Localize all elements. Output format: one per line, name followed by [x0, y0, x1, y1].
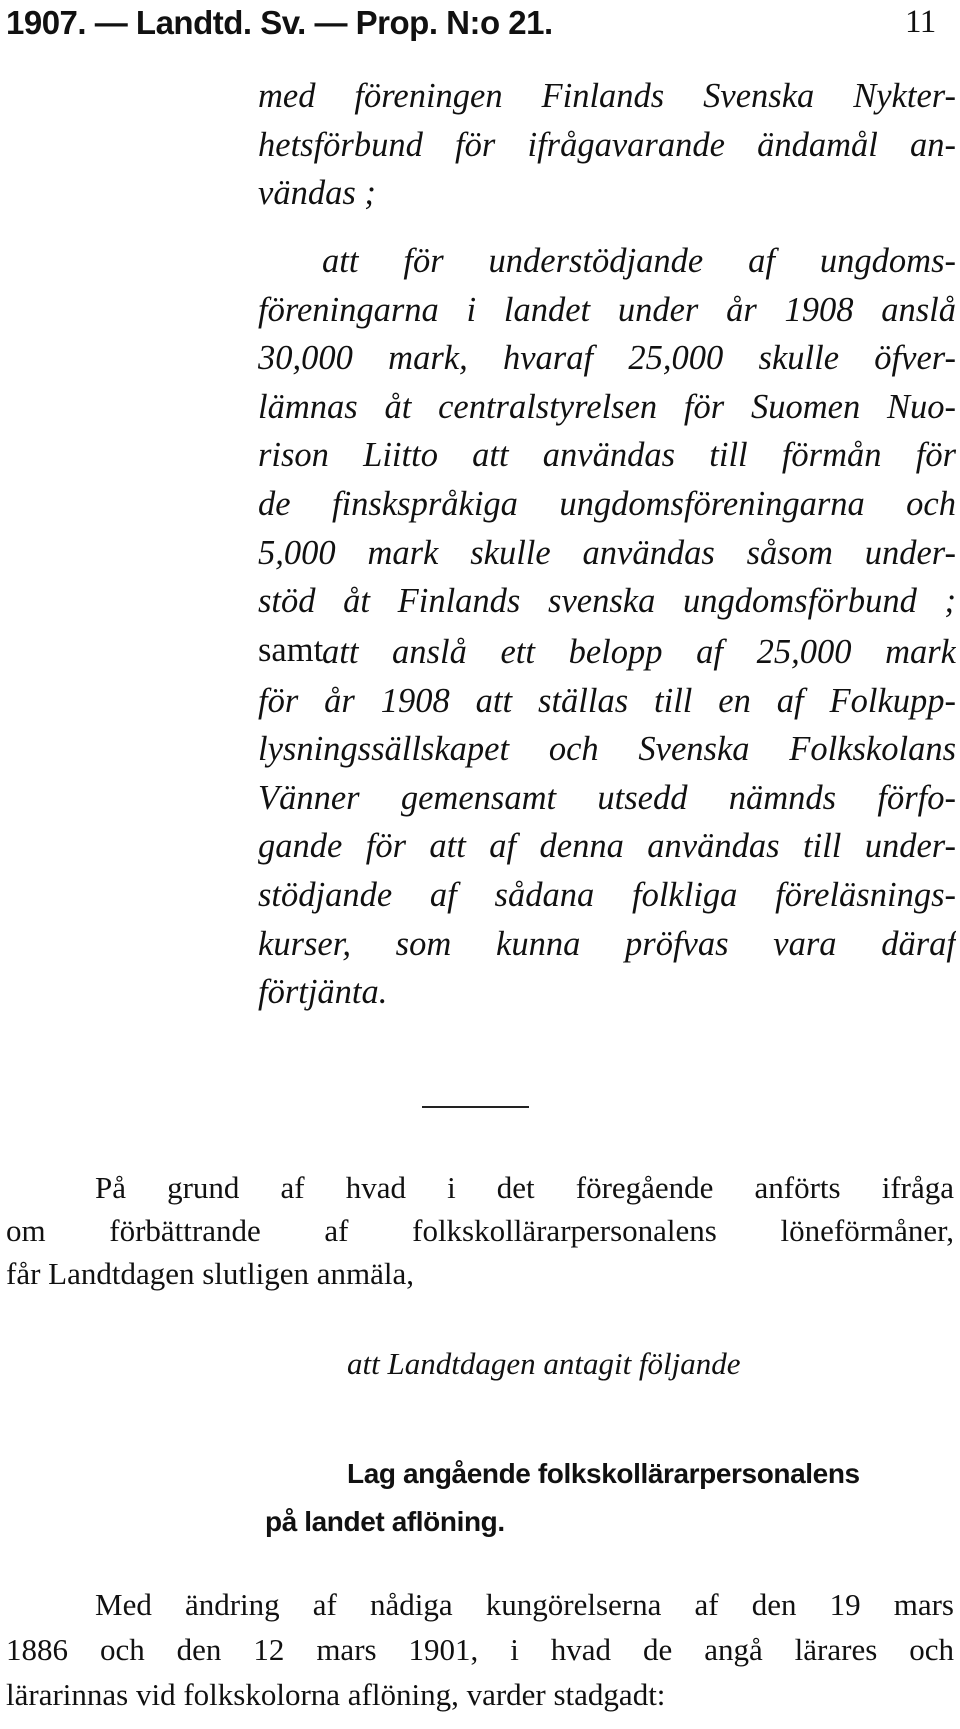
text-line: lysningssällskapet och Svenska Folkskolans — [258, 730, 956, 769]
text-line: för år 1908 att ställas till en af Folkupp- — [258, 681, 956, 720]
text-line: förtjänta. — [258, 973, 388, 1012]
page-number: 11 — [905, 4, 936, 40]
text-line: hetsförbund för ifrågavarande ändamål an- — [258, 125, 956, 164]
text-line: kurser, som kunna pröfvas vara däraf — [258, 924, 956, 963]
text-line: vändas ; — [258, 174, 376, 213]
body-paragraph — [6, 1166, 954, 1295]
law-title-line: på landet aflöning. — [265, 1506, 505, 1537]
text-line: att anslå ett belopp af 25,000 mark — [322, 633, 956, 671]
text-line: 1886 och den 12 mars 1901, i hvad de angå lärares och — [6, 1632, 954, 1667]
header-title: 1907. — Landtd. Sv. — Prop. N:o 21. — [6, 4, 553, 41]
text-line: får Landtdagen slutligen anmäla, — [6, 1256, 415, 1291]
law-title-line: Lag angående folkskollärarpersonalens — [347, 1458, 860, 1489]
text-line: På grund af hvad i det föregående anförts ifråga — [95, 1170, 954, 1205]
clause-block-3 — [258, 628, 956, 1017]
text-line: lämnas åt centralstyrelsen för Suomen Nuo- — [258, 387, 956, 426]
text-line: att för understödjande af ungdoms- — [322, 242, 956, 280]
text-line: om förbättrande af folkskollärarpersonalens löneförmåner, — [6, 1213, 954, 1248]
text-line: gande för att af denna användas till under- — [258, 827, 956, 866]
running-header — [0, 4, 960, 48]
text-line: Med ändring af nådiga kungörelserna af den 19 mars — [95, 1587, 954, 1622]
clause-block-1 — [258, 72, 956, 218]
final-paragraph — [6, 1582, 954, 1717]
text-line: samt — [258, 630, 324, 669]
text-line: föreningarna i landet under år 1908 anslå — [258, 290, 956, 329]
text-line: stöd åt Finlands svenska ungdomsförbund ; — [258, 582, 956, 621]
text-line: lärarinnas vid folkskolorna aflöning, varder stadgadt: — [6, 1677, 666, 1712]
text-line: Vänner gemensamt utsedd nämnds förfo- — [258, 778, 956, 817]
section-divider — [422, 1106, 529, 1108]
law-title — [265, 1450, 955, 1546]
text-line: de finskspråkiga ungdomsföreningarna och — [258, 484, 956, 523]
text-line: rison Liitto att användas till förmån för — [258, 436, 956, 475]
text-line: med föreningen Finlands Svenska Nykter- — [258, 77, 956, 115]
clause-block-2 — [258, 237, 956, 674]
declaration-line: att Landtdagen antagit följande — [347, 1346, 741, 1381]
text-line: 5,000 mark skulle användas såsom under- — [258, 533, 956, 572]
text-line: 30,000 mark, hvaraf 25,000 skulle öfver- — [258, 339, 956, 378]
text-line: stödjande af sådana folkliga föreläsnings- — [258, 875, 956, 914]
